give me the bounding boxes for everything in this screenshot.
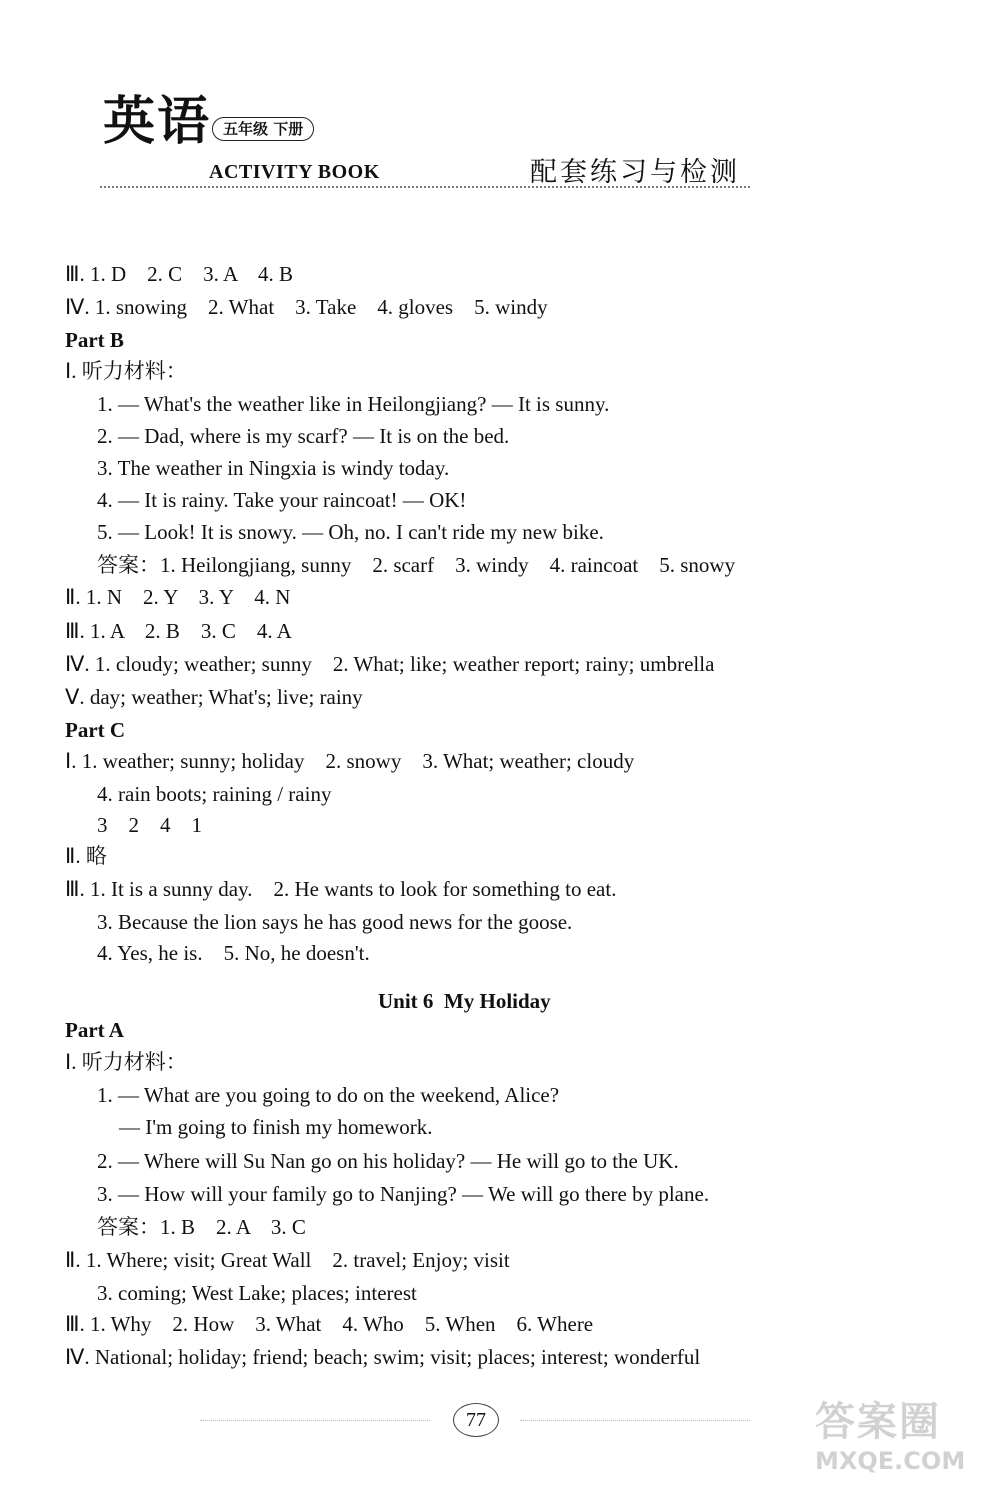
- section-heading: Part B: [65, 328, 124, 352]
- answer-line: Ⅴ. day; weather; What's; live; rainy: [65, 685, 363, 709]
- answer-line: Ⅳ. National; holiday; friend; beach; swim; visit; places; interest; wonderful: [65, 1345, 701, 1369]
- answer-line: 1. — What's the weather like in Heilongjiang? — It is sunny.: [97, 392, 610, 416]
- subject-title: 英语: [103, 91, 212, 152]
- series-title: 配套练习与检测: [530, 157, 740, 188]
- answer-line: Ⅳ. 1. snowing 2. What 3. Take 4. gloves 5. windy: [65, 295, 548, 319]
- answer-line: 答案：1. Heilongjiang, sunny 2. scarf 3. windy 4. raincoat 5. snowy: [97, 553, 736, 577]
- footer-divider-right: [520, 1420, 750, 1421]
- section-heading: Part C: [65, 718, 126, 742]
- answer-line: 4. — It is rainy. Take your raincoat! — OK!: [97, 488, 467, 512]
- section-heading: Part A: [65, 1018, 124, 1042]
- answer-line: 答案：1. B 2. A 3. C: [97, 1215, 306, 1239]
- answer-line: 4. rain boots; raining / rainy: [97, 782, 332, 806]
- answer-line: 3. Because the lion says he has good news for the goose.: [97, 910, 573, 934]
- grade-badge: 五年级 下册: [212, 117, 314, 141]
- answer-line: 3. The weather in Ningxia is windy today.: [97, 456, 450, 480]
- answer-line: 5. — Look! It is snowy. — Oh, no. I can't ride my new bike.: [97, 520, 604, 544]
- answer-line: Ⅱ. 1. N 2. Y 3. Y 4. N: [65, 585, 291, 609]
- answer-line: 3. coming; West Lake; places; interest: [97, 1281, 417, 1305]
- answer-line: — I'm going to finish my homework.: [119, 1115, 433, 1139]
- answer-line: Ⅲ. 1. A 2. B 3. C 4. A: [65, 619, 292, 643]
- answer-line: 2. — Dad, where is my scarf? — It is on the bed.: [97, 424, 510, 448]
- watermark-en: MXQE.COM: [815, 1447, 966, 1475]
- watermark-logo: [815, 1398, 990, 1490]
- answer-line: Ⅰ. 听力材料：: [65, 359, 187, 383]
- answer-line: Ⅰ. 1. weather; sunny; holiday 2. snowy 3. What; weather; cloudy: [65, 749, 635, 773]
- header-divider: [100, 186, 750, 188]
- answer-line: 3 2 4 1: [97, 813, 202, 837]
- answer-line: Ⅱ. 略: [65, 844, 107, 868]
- answer-line: 3. — How will your family go to Nanjing? — We will go there by plane.: [97, 1182, 710, 1206]
- watermark-cn: 答案圈: [815, 1399, 941, 1445]
- answer-line: Ⅳ. 1. cloudy; weather; sunny 2. What; like; weather report; rainy; umbrella: [65, 652, 715, 676]
- page-number: 77: [453, 1403, 499, 1437]
- answer-line: 2. — Where will Su Nan go on his holiday? — He will go to the UK.: [97, 1149, 679, 1173]
- answer-line: Ⅱ. 1. Where; visit; Great Wall 2. travel; Enjoy; visit: [65, 1248, 510, 1272]
- activity-book-label: ACTIVITY BOOK: [209, 161, 380, 183]
- footer-divider-left: [200, 1420, 430, 1421]
- answer-line: Ⅰ. 听力材料：: [65, 1050, 187, 1074]
- answer-line: Ⅲ. 1. D 2. C 3. A 4. B: [65, 262, 294, 286]
- answer-line: Ⅲ. 1. Why 2. How 3. What 4. Who 5. When 6. Where: [65, 1312, 594, 1336]
- answer-line: Ⅲ. 1. It is a sunny day. 2. He wants to look for something to eat.: [65, 877, 617, 901]
- answer-line: 4. Yes, he is. 5. No, he doesn't.: [97, 941, 370, 965]
- unit-heading: Unit 6 My Holiday: [378, 989, 551, 1013]
- answer-line: 1. — What are you going to do on the weekend, Alice?: [97, 1083, 560, 1107]
